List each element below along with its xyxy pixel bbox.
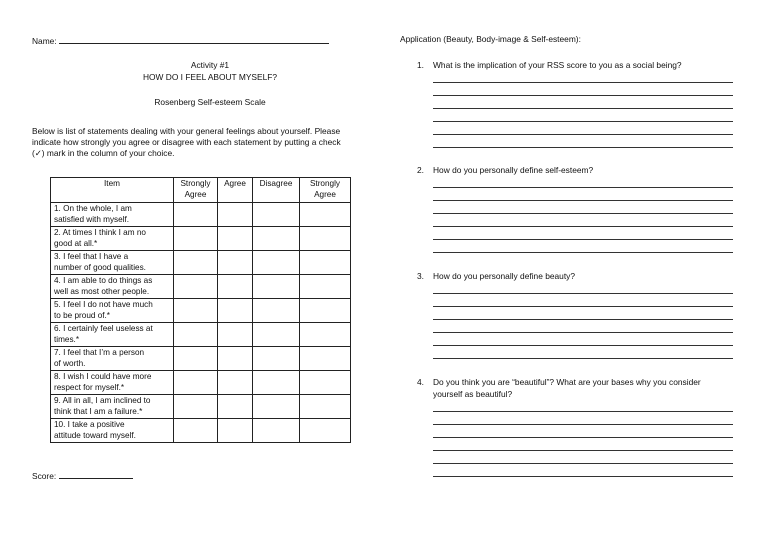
response-cell[interactable] [218,371,253,395]
answer-line[interactable] [433,345,733,346]
response-cell[interactable] [174,347,218,371]
item-text-line: 8. I wish I could have more [54,372,152,381]
question-text: yourself as beautiful? [433,389,513,399]
answer-line[interactable] [433,306,733,307]
answer-line[interactable] [433,134,733,135]
item-text-line: 9. All in all, I am inclined to [54,396,151,405]
question-number: 4. [417,377,424,387]
response-cell[interactable] [253,347,300,371]
activity-title: Activity #1 [190,60,230,70]
question-text: How do you personally define self-esteem? [433,165,594,175]
table-row [51,251,351,275]
table-row [51,419,351,443]
answer-line[interactable] [433,358,733,359]
answer-line[interactable] [433,463,733,464]
header-agree: Agree [218,178,253,203]
table-row [51,299,351,323]
response-cell[interactable] [253,203,300,227]
header-strongly-agree: Strongly Agree [174,178,218,203]
answer-line[interactable] [433,108,733,109]
response-cell[interactable] [218,347,253,371]
response-cell[interactable] [300,275,351,299]
item-text-line: 5. I feel I do not have much [54,300,153,309]
name-label: Name: [32,36,57,46]
response-cell[interactable] [174,203,218,227]
header-disagree: Disagree [253,178,300,203]
response-cell[interactable] [300,227,351,251]
answer-line[interactable] [433,332,733,333]
response-cell[interactable] [300,203,351,227]
answer-line[interactable] [433,476,733,477]
answer-line[interactable] [433,437,733,438]
response-cell[interactable] [253,275,300,299]
table-row [51,323,351,347]
response-cell[interactable] [218,419,253,443]
item-statement [51,395,174,419]
item-statement [51,347,174,371]
item-text-line: 10. I take a positive [54,420,125,429]
header-strongly-agree-2: Strongly Agree [300,178,351,203]
response-cell[interactable] [218,275,253,299]
answer-line[interactable] [433,293,733,294]
item-text-line: well as most other people. [54,287,150,296]
table-row [51,203,351,227]
answer-line[interactable] [433,226,733,227]
item-statement [51,299,174,323]
instruction-line: Below is list of statements dealing with your general feelings about yourself. Please [32,126,341,136]
response-cell[interactable] [174,227,218,251]
response-cell[interactable] [253,323,300,347]
answer-line[interactable] [433,411,733,412]
response-cell[interactable] [253,395,300,419]
answer-line[interactable] [433,319,733,320]
response-cell[interactable] [300,323,351,347]
response-cell[interactable] [218,395,253,419]
item-statement [51,371,174,395]
answer-line[interactable] [433,147,733,148]
response-cell[interactable] [253,419,300,443]
item-statement [51,251,174,275]
item-text-line: attitude toward myself. [54,431,136,440]
table-row [51,227,351,251]
item-text-line: of worth. [54,359,86,368]
item-statement [51,227,174,251]
response-cell[interactable] [218,203,253,227]
response-cell[interactable] [174,299,218,323]
item-text-line: satisfied with myself. [54,215,130,224]
question-text: Do you think you are “beautiful”? What are your bases why you consider [433,377,701,387]
answer-line[interactable] [433,82,733,83]
item-text-line: 7. I feel that I’m a person [54,348,145,357]
item-text-line: 2. At times I think I am no [54,228,146,237]
score-line [32,469,133,482]
response-cell[interactable] [218,299,253,323]
name-line [32,34,329,47]
response-cell[interactable] [253,227,300,251]
response-cell[interactable] [174,395,218,419]
scale-name: Rosenberg Self-esteem Scale [154,97,266,107]
response-cell[interactable] [253,371,300,395]
item-text-line: 6. I certainly feel useless at [54,324,153,333]
response-cell[interactable] [253,299,300,323]
answer-line[interactable] [433,252,733,253]
answer-line[interactable] [433,450,733,451]
response-cell[interactable] [300,395,351,419]
answer-line[interactable] [433,213,733,214]
response-cell[interactable] [174,419,218,443]
instruction-line: indicate how strongly you agree or disagree with each statement by putting a check [32,137,341,147]
question-number: 3. [417,271,424,281]
question-number: 2. [417,165,424,175]
response-cell[interactable] [300,419,351,443]
response-cell[interactable] [174,275,218,299]
response-cell[interactable] [300,251,351,275]
score-field[interactable] [59,469,133,479]
item-text-line: times.* [54,335,80,344]
response-cell[interactable] [300,299,351,323]
response-cell[interactable] [300,371,351,395]
response-cell[interactable] [174,251,218,275]
table-row [51,275,351,299]
response-cell[interactable] [253,251,300,275]
item-statement [51,323,174,347]
rss-table [50,177,351,443]
response-cell[interactable] [218,227,253,251]
table-row [51,347,351,371]
header-item: Item [51,178,174,203]
item-text-line: 3. I feel that I have a [54,252,129,261]
name-field[interactable] [59,34,329,44]
question-text: How do you personally define beauty? [433,271,576,281]
item-text-line: 1. On the whole, I am [54,204,132,213]
item-text-line: good at all.* [54,239,98,248]
table-row [51,371,351,395]
item-text-line: think that I am a failure.* [54,407,143,416]
table-header-row [51,178,351,203]
score-label: Score: [32,471,57,481]
question-text: What is the implication of your RSS score to you as a social being? [433,60,682,70]
answer-line[interactable] [433,95,733,96]
answer-line[interactable] [433,239,733,240]
response-cell[interactable] [218,251,253,275]
item-text-line: 4. I am able to do things as [54,276,153,285]
item-statement [51,203,174,227]
application-heading: Application (Beauty, Body-image & Self-esteem): [400,34,581,44]
item-text-line: to be proud of.* [54,311,110,320]
answer-line[interactable] [433,424,733,425]
table-row [51,395,351,419]
response-cell[interactable] [174,371,218,395]
item-text-line: respect for myself.* [54,383,125,392]
item-statement [51,419,174,443]
answer-line[interactable] [433,187,733,188]
item-text-line: number of good qualities. [54,263,146,272]
response-cell[interactable] [174,323,218,347]
item-statement [51,275,174,299]
answer-line[interactable] [433,121,733,122]
instruction-line: (✓) mark in the column of your choice. [32,148,175,158]
question-number: 1. [417,60,424,70]
response-cell[interactable] [300,347,351,371]
answer-line[interactable] [433,200,733,201]
activity-question: HOW DO I FEEL ABOUT MYSELF? [142,72,278,82]
instructions [32,126,377,159]
response-cell[interactable] [218,323,253,347]
